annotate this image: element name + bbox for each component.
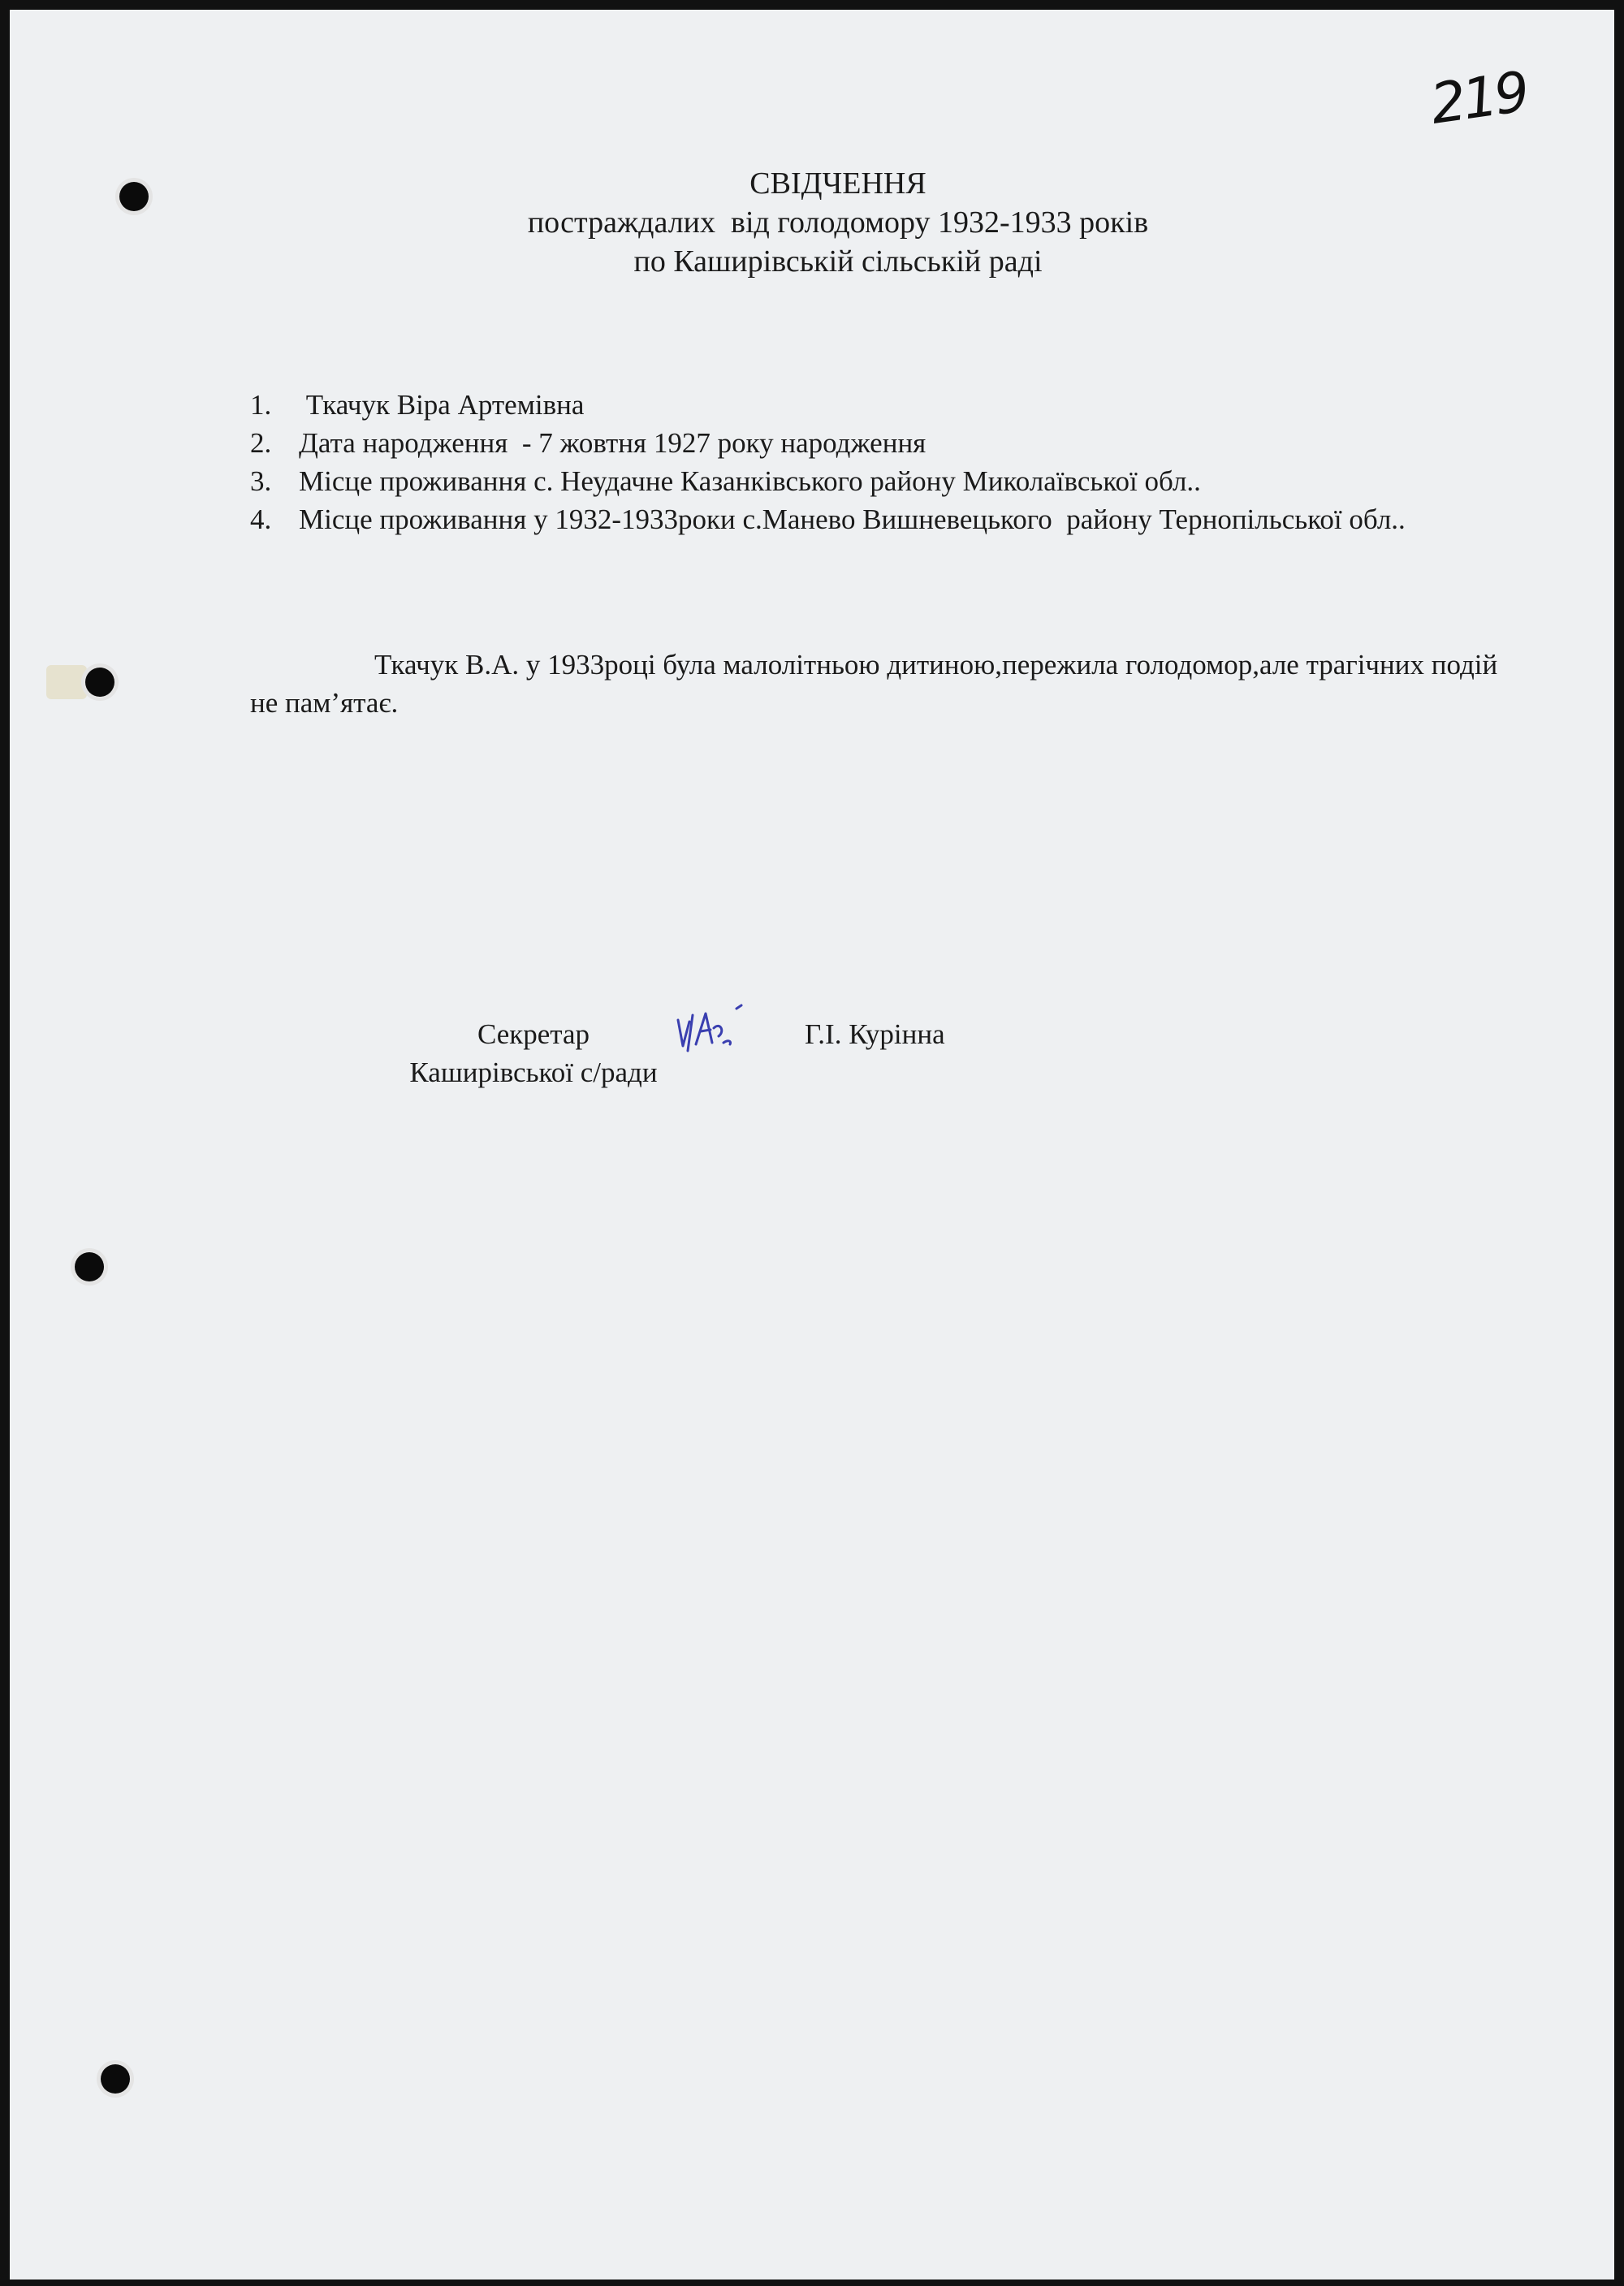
list-item-text: Ткачук Віра Артемівна xyxy=(299,389,585,421)
punch-hole xyxy=(85,668,114,697)
testimony-paragraph: Ткачук В.А. у 1933році була малолітньою дитиною,пережила голодомор,але трагічних подій не пам’ятає. xyxy=(250,649,1498,719)
page-number: 219 xyxy=(1427,60,1531,137)
list-item xyxy=(250,424,1517,462)
punch-hole xyxy=(75,1252,104,1281)
list-item-text: Місце проживання с. Неудачне Казанківського району Миколаївської обл.. xyxy=(299,465,1201,497)
list-item xyxy=(250,500,1517,538)
document-subtitle: по Каширівській сільській раді xyxy=(633,244,1043,279)
list-item xyxy=(250,462,1517,500)
document-heading xyxy=(10,164,1624,281)
list-item-text: Місце проживання у 1932-1933роки с.Манево Вишневецького району Тернопільської обл.. xyxy=(299,503,1406,535)
list-number: 1. xyxy=(250,389,272,421)
signature-role-organization: Каширівської с/ради xyxy=(409,1057,658,1088)
personal-data-list xyxy=(250,386,1517,538)
list-number: 4. xyxy=(250,503,272,535)
list-item xyxy=(250,386,1517,424)
document-subtitle: постраждалих від голодомору 1932-1933 років xyxy=(527,205,1149,240)
signature-role xyxy=(400,1015,667,1091)
paper-patch xyxy=(46,665,87,699)
document-page xyxy=(10,10,1614,2280)
document-title: СВІДЧЕННЯ xyxy=(749,166,926,201)
list-number: 3. xyxy=(250,465,272,497)
punch-hole xyxy=(101,2064,130,2094)
list-number: 2. xyxy=(250,427,272,459)
handwritten-signature xyxy=(672,1004,769,1062)
signature-role-title: Секретар xyxy=(477,1018,590,1050)
signatory-name: Г.І. Курінна xyxy=(805,1018,945,1050)
list-item-text: Дата народження - 7 жовтня 1927 року народження xyxy=(299,427,926,459)
